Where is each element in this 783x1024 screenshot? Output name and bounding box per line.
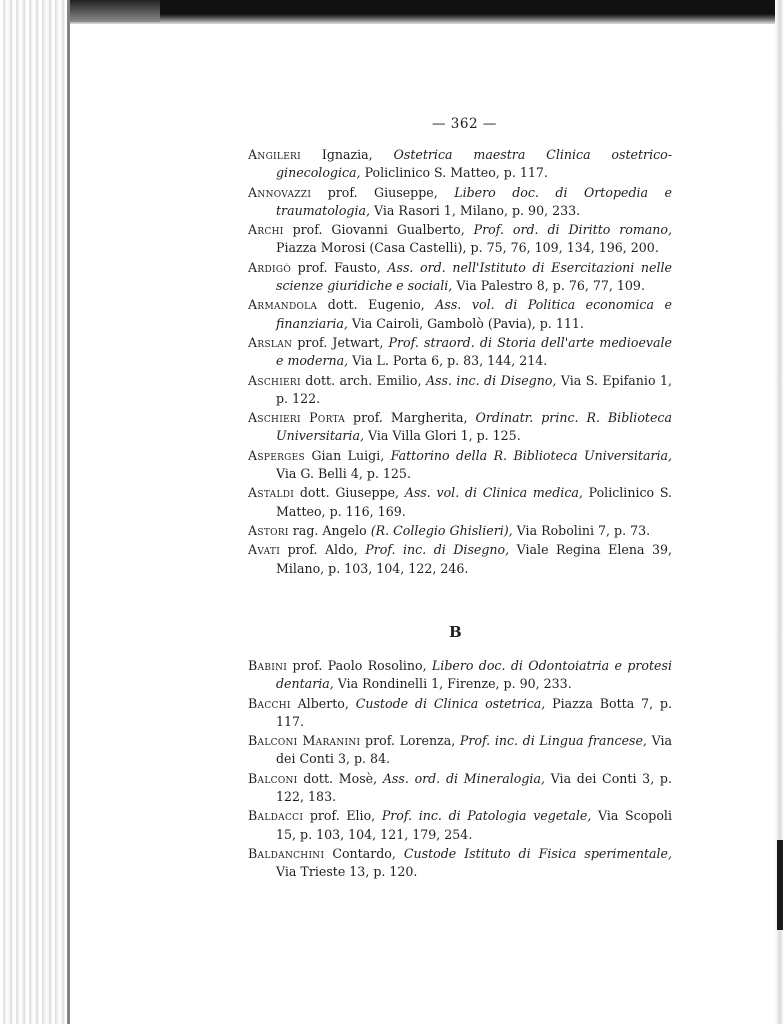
entry-surname: Avati — [248, 542, 281, 558]
entry-name: prof. Aldo, — [280, 542, 366, 558]
index-entry — [248, 522, 672, 540]
entry-address: Via Rasori 1, Milano, p. 90, 233. — [370, 202, 581, 218]
scan-binding-edge — [0, 0, 70, 1024]
index-section-b — [248, 657, 672, 883]
entry-role: Ass. vol. di Clinica medica, — [404, 485, 583, 501]
entry-role: Ostetrica maestra Clinica ostetrico-ginecologica, — [276, 147, 672, 181]
entry-role: Ass. vol. di Politica economica e finanziaria, — [276, 297, 673, 331]
entry-name: prof. Elio, — [303, 808, 382, 824]
entry-surname: Aschieri Porta — [248, 410, 346, 426]
entry-address: Via dei Conti 3, p. 84. — [276, 733, 672, 767]
entry-surname: Balconi Maranini — [248, 733, 361, 749]
entry-name: Gian Luigi, — [305, 447, 391, 463]
scan-edge-mark — [777, 840, 783, 930]
entry-surname: Armandola — [248, 297, 318, 313]
section-letter-heading: B — [449, 623, 462, 641]
entry-address: Via S. Epifanio 1, p. 122. — [276, 372, 672, 406]
entry-surname: Baldacci — [248, 808, 304, 824]
index-entry — [248, 372, 672, 409]
entry-surname: Astaldi — [248, 485, 295, 501]
entry-role: Prof. inc. di Lingua francese, — [459, 733, 647, 749]
entry-surname: Annovazzi — [248, 184, 312, 200]
entry-role: Fattorino della R. Biblioteca Universitaria, — [390, 447, 673, 463]
entry-surname: Ardigò — [248, 259, 292, 275]
entry-surname: Angileri — [248, 147, 301, 162]
entry-name: prof. Giovanni Gualberto, — [283, 222, 474, 238]
scan-top-shadow — [70, 0, 160, 22]
entry-role: Prof. ord. di Diritto romano, — [473, 222, 672, 238]
entry-name: rag. Angelo — [288, 522, 371, 538]
entry-address: Via Trieste 13, p. 120. — [276, 864, 418, 880]
entry-address: Via Cairoli, Gambolò (Pavia), p. 111. — [347, 315, 584, 331]
entry-address: Via Scopoli 15, p. 103, 104, 121, 179, 254. — [276, 808, 672, 842]
index-entry — [248, 484, 672, 521]
entry-address: Piazza Morosi (Casa Castelli), p. 75, 76, 109, 134, 196, 200. — [276, 240, 659, 256]
entry-name: dott. Giuseppe, — [294, 485, 405, 501]
entry-role: Custode Istituto di Fisica sperimentale, — [403, 845, 672, 861]
entry-surname: Archi — [248, 222, 284, 238]
page-number: — 362 — — [432, 116, 497, 132]
entry-address: Via Robolini 7, p. 73. — [512, 522, 651, 538]
entry-name: prof. Jetwart, — [292, 334, 389, 350]
index-entry — [248, 732, 672, 769]
entry-role: Ordinatr. princ. R. Biblioteca Universitaria, — [276, 410, 672, 444]
entry-address: Piazza Botta 7, p. 117. — [276, 695, 672, 729]
entry-name: prof. Giuseppe, — [311, 184, 455, 200]
entry-name: dott. arch. Emilio, — [300, 372, 426, 388]
entry-role: Prof. inc. di Disegno, — [365, 542, 510, 558]
entry-role: Custode di Clinica ostetrica, — [355, 695, 546, 711]
index-entry — [248, 447, 672, 484]
entry-name: dott. Eugenio, — [317, 297, 436, 313]
index-entry — [248, 146, 672, 183]
entry-surname: Aschieri — [248, 372, 301, 388]
entry-address: Via dei Conti 3, p. 122, 183. — [276, 770, 672, 805]
entry-surname: Astori — [248, 522, 289, 538]
index-entry — [248, 296, 672, 333]
entry-address: Via Rondinelli 1, Firenze, p. 90, 233. — [333, 676, 572, 692]
index-entry — [248, 845, 672, 882]
entry-surname: Babini — [248, 658, 288, 673]
entry-name: prof. Margherita, — [345, 410, 476, 426]
index-entry — [248, 221, 672, 258]
entry-address: Via Villa Glori 1, p. 125. — [363, 428, 521, 444]
entry-role: Libero doc. di Ortopedia e traumatologia, — [276, 184, 672, 218]
entry-role: Ass. ord. nell'Istituto di Esercitazioni nelle scienze giuridiche e sociali, — [276, 259, 672, 294]
entry-address: Policlinico S. Matteo, p. 117. — [360, 165, 548, 181]
scan-top-edge — [70, 0, 783, 24]
entry-address: Viale Regina Elena 39, Milano, p. 103, 104, 122, 246. — [276, 542, 672, 576]
index-entry — [248, 541, 672, 578]
entry-name: Contardo, — [324, 845, 404, 861]
entry-name: Alberto, — [290, 695, 356, 711]
entry-address: Via Palestro 8, p. 76, 77, 109. — [452, 278, 645, 294]
index-entry — [248, 334, 672, 371]
entry-name: prof. Paolo Rosolino, — [287, 658, 432, 673]
entry-surname: Baldanchini — [248, 845, 325, 861]
index-entry — [248, 657, 672, 694]
entry-name: prof. Fausto, — [291, 259, 388, 275]
entry-address: Policlinico S. Matteo, p. 116, 169. — [276, 485, 673, 519]
entry-role: (R. Collegio Ghislieri), — [370, 522, 513, 538]
entry-role: Prof. inc. di Patologia vegetale, — [381, 808, 592, 824]
entry-name: Ignazia, — [301, 147, 394, 162]
index-entry — [248, 184, 672, 221]
entry-surname: Arslan — [248, 334, 293, 350]
entry-address: Via L. Porta 6, p. 83, 144, 214. — [348, 353, 548, 369]
entry-address: Via G. Belli 4, p. 125. — [276, 466, 411, 482]
entry-name: prof. Lorenza, — [360, 733, 460, 749]
entry-role: Ass. ord. di Mineralogia, — [382, 770, 545, 786]
index-entry — [248, 409, 672, 446]
entry-surname: Asperges — [248, 447, 305, 463]
index-entry — [248, 259, 672, 296]
index-entry — [248, 695, 672, 732]
entry-surname: Balconi — [248, 770, 298, 786]
scan-right-edge — [775, 0, 783, 1024]
entry-role: Prof. straord. di Storia dell'arte medioevale e moderna, — [276, 334, 673, 369]
entry-role: Ass. inc. di Disegno, — [425, 372, 557, 388]
entry-role: Libero doc. di Odontoiatria e protesi dentaria, — [276, 658, 672, 692]
index-entry — [248, 807, 672, 844]
index-entry — [248, 770, 672, 807]
index-section-a — [248, 146, 672, 579]
entry-name: dott. Mosè, — [297, 770, 383, 786]
entry-surname: Bacchi — [248, 695, 291, 711]
